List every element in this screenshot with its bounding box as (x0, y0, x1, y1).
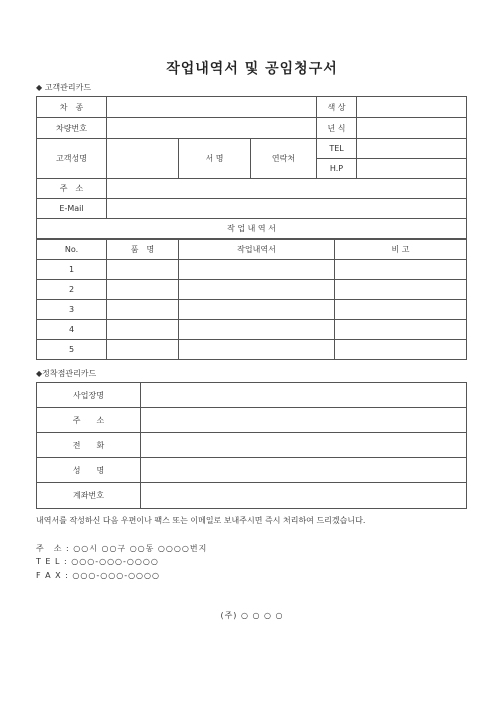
table-row (37, 300, 467, 320)
table-row (37, 280, 467, 300)
car-type-label: 차 종 (37, 97, 107, 118)
row-number: 4 (37, 320, 107, 340)
tel-label: TEL (317, 139, 357, 159)
address-field[interactable] (107, 179, 467, 199)
shop-owner-label: 성 명 (37, 458, 141, 483)
hp-label: H.P (317, 159, 357, 179)
shop-address-label: 주 소 (37, 408, 141, 433)
work-section-header: 작 업 내 역 서 (37, 219, 467, 239)
color-field[interactable] (357, 97, 467, 118)
company-name-footer: (주) ○ ○ ○ ○ (220, 611, 284, 620)
remarks-field[interactable] (335, 300, 467, 320)
tel-field[interactable] (357, 139, 467, 159)
business-name-label: 사업장명 (37, 383, 141, 408)
table-row (37, 260, 467, 280)
company-tel-line: T E L : ○○○-○○○-○○○○ (36, 557, 159, 566)
work-table (36, 239, 467, 360)
detail-field[interactable] (179, 260, 335, 280)
table-row (37, 320, 467, 340)
year-label: 년 식 (317, 118, 357, 139)
remarks-field[interactable] (335, 320, 467, 340)
company-address-line: 주 소 : ○○시 ○○구 ○○동 ○○○○번지 (36, 544, 208, 553)
work-col-remarks: 비 고 (335, 240, 467, 260)
customer-name-field[interactable] (107, 139, 179, 179)
item-field[interactable] (107, 280, 179, 300)
detail-field[interactable] (179, 280, 335, 300)
year-field[interactable] (357, 118, 467, 139)
submission-note: 내역서를 작성하신 다음 우편이나 팩스 또는 이메일로 보내주시면 즉시 처리하여 드리겠습니다. (36, 516, 366, 525)
remarks-field[interactable] (335, 280, 467, 300)
item-field[interactable] (107, 300, 179, 320)
detail-field[interactable] (179, 320, 335, 340)
detail-field[interactable] (179, 340, 335, 360)
detail-field[interactable] (179, 300, 335, 320)
address-label: 주 소 (37, 179, 107, 199)
plate-number-field[interactable] (107, 118, 317, 139)
customer-card-table (36, 96, 467, 239)
shop-owner-field[interactable] (141, 458, 467, 483)
customer-name-label: 고객성명 (37, 139, 107, 179)
business-name-field[interactable] (141, 383, 467, 408)
plate-number-label: 차량번호 (37, 118, 107, 139)
company-fax-line: F A X : ○○○-○○○-○○○○ (36, 571, 160, 580)
shop-phone-field[interactable] (141, 433, 467, 458)
document-title: 작업내역서 및 공임청구서 (166, 61, 338, 77)
remarks-field[interactable] (335, 260, 467, 280)
account-number-label: 계좌번호 (37, 483, 141, 509)
email-label: E-Mail (37, 199, 107, 219)
table-row (37, 340, 467, 360)
remarks-field[interactable] (335, 340, 467, 360)
row-number: 1 (37, 260, 107, 280)
signature-label: 서 명 (179, 139, 251, 179)
row-number: 3 (37, 300, 107, 320)
hp-field[interactable] (357, 159, 467, 179)
item-field[interactable] (107, 260, 179, 280)
email-field[interactable] (107, 199, 467, 219)
shop-section-header: ◆정착점관리카드 (36, 369, 97, 378)
shop-address-field[interactable] (141, 408, 467, 433)
item-field[interactable] (107, 320, 179, 340)
work-col-item: 품 명 (107, 240, 179, 260)
item-field[interactable] (107, 340, 179, 360)
row-number: 5 (37, 340, 107, 360)
customer-section-header: ◆ 고객관리카드 (36, 83, 92, 92)
account-number-field[interactable] (141, 483, 467, 509)
shop-card-table (36, 382, 467, 509)
work-col-detail: 작업내역서 (179, 240, 335, 260)
row-number: 2 (37, 280, 107, 300)
color-label: 색 상 (317, 97, 357, 118)
work-col-no: No. (37, 240, 107, 260)
car-type-field[interactable] (107, 97, 317, 118)
contact-label: 연락처 (251, 139, 317, 179)
shop-phone-label: 전 화 (37, 433, 141, 458)
